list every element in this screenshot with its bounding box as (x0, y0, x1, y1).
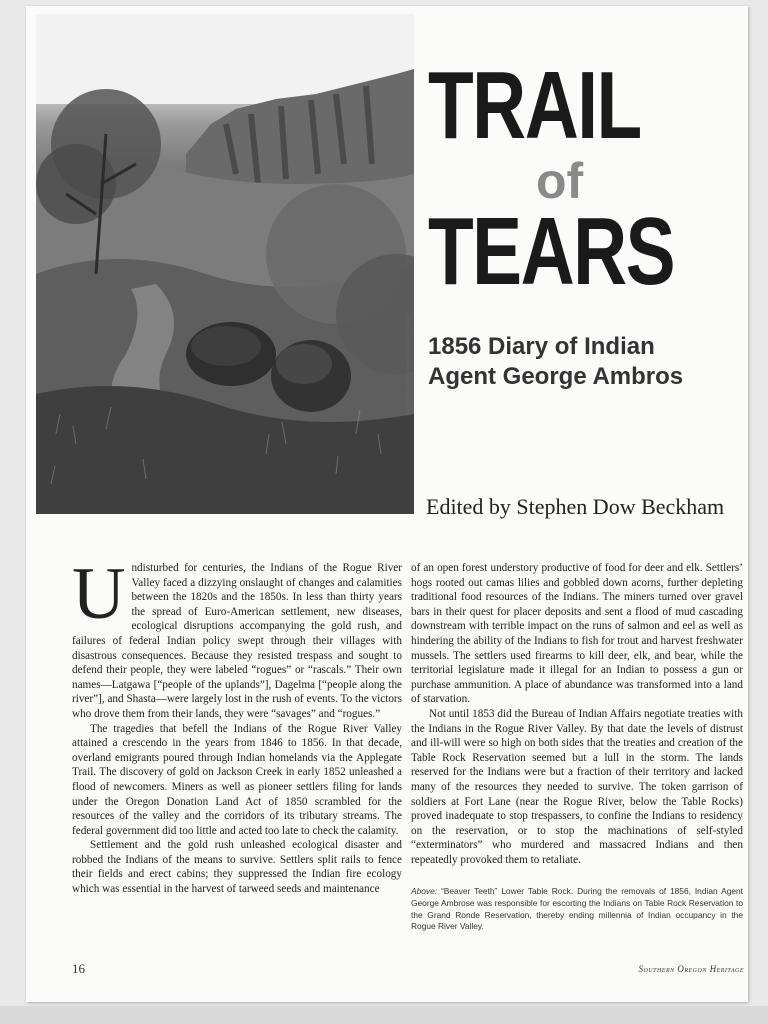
title-tears: TEARS (428, 198, 674, 305)
body-column-right (411, 561, 743, 867)
photo-credit: SOUTHERN OREGON HISTORICAL SOCIETY (406, 309, 412, 416)
title-of: of (536, 153, 584, 209)
body-paragraph: Not until 1853 did the Bureau of Indian Affairs negotiate treaties with the Indians in the Rogue River Valley. By that date the levels of distrust and ill-will were so high on both sides that the treaties and creation of the Table Rock Reservation seemed but a lull in the storm. The lands reserved for the Indians were but a fraction of their territory and lacked many of the resources they needed to survive. The token garrison of soldiers at Fort Lane (near the Rogue River, below the Table Rocks) proved inadequate to stop trespassers, to confine the Indians to residency on the reservation, or to stop the machinations of self-styled “exterminators” who murdered and massacred Indians and then repeatedly provoked them to retaliate. (411, 707, 743, 866)
paragraph-text: ndisturbed for centuries, the Indians of the Rogue River Valley faced a dizzying onslaught of changes and calamities between the 1820s and the 1850s. In less than thirty years the spread of Euro-American settlement, new diseases, ecological disruptions accompanying the gold rush, and failures of federal Indian policy swept through their villages with disastrous consequences. Because they resisted trespass and sought to defend their people, they were labeled “rogues” or “rascals.” Their own names—Latgawa [“people of the uplands”], Dagelma [“people along the river”], and Shasta—were largely lost in the rush of events. To the victors who drove them from their lands, they were “savages” and “rogues.” (72, 562, 402, 720)
body-column-left (72, 553, 402, 897)
landscape-photo (36, 14, 414, 514)
drop-cap: U (72, 553, 126, 635)
photo-illustration (36, 14, 414, 514)
publication-name: Southern Oregon Heritage (638, 964, 744, 974)
body-paragraph: Settlement and the gold rush unleashed ecological disaster and robbed the Indians of the means to survive. Settlers split rails to fence their fields and erect cabins; they suppressed the Indian fire ecology which was essential in the harvest of tarweed seeds and maintenance (72, 839, 402, 896)
caption-prefix: Above: (411, 886, 438, 896)
scan-background (0, 1006, 768, 1024)
subtitle (428, 332, 748, 392)
caption-text: “Beaver Teeth” Lower Table Rock. During the removals of 1856, Indian Agent George Ambrose was responsible for escorting the Indians on Table Rock Reservation to the Grand Ronde Reservation, thereby ending millennia of Indian occupancy in the Rogue River Valley. (411, 886, 743, 932)
body-paragraph: of an open forest understory productive of food for deer and elk. Settlers’ hogs rooted out camas lilies and gobbled down acorns, further depleting traditional food resources of the Indians. The miners turned over gravel bars in their quest for placer deposits and sent a flood of mud cascading downstream with terrible impact on the runs of salmon and eel as well as hindering the ability of the Indians to fish for trout and harvest freshwater mussels. The settlers used firearms to kill deer, elk, and bear, while the territorial legislature made it illegal for an Indian to possess a gun or purchase ammunition. A place of abundance was transformed into a land of starvation. (411, 562, 743, 706)
page-number: 16 (72, 961, 85, 976)
body-paragraph: The tragedies that befell the Indians of the Rogue River Valley attained a crescendo in the years from 1846 to 1856. In that decade, overland emigrants poured through Indian homelands via the Applegate Trail. The discovery of gold on Jackson Creek in early 1852 unleashed a flood of newcomers. Miners as well as pioneer settlers filing for lands under the Oregon Donation Land Act of 1850 scrambled for the resources of the valley and the corridors of its tributary streams. The federal government did too little and acted too late to check the calamity. (72, 722, 402, 837)
magazine-page (26, 6, 748, 1002)
subtitle-line-1: 1856 Diary of Indian (428, 333, 655, 360)
body-paragraph (72, 553, 402, 722)
subtitle-line-2: Agent George Ambros (428, 363, 684, 390)
editor-byline: Edited by Stephen Dow Beckham (426, 494, 725, 519)
title-trail: TRAIL (428, 52, 641, 159)
photo-caption (411, 886, 743, 933)
